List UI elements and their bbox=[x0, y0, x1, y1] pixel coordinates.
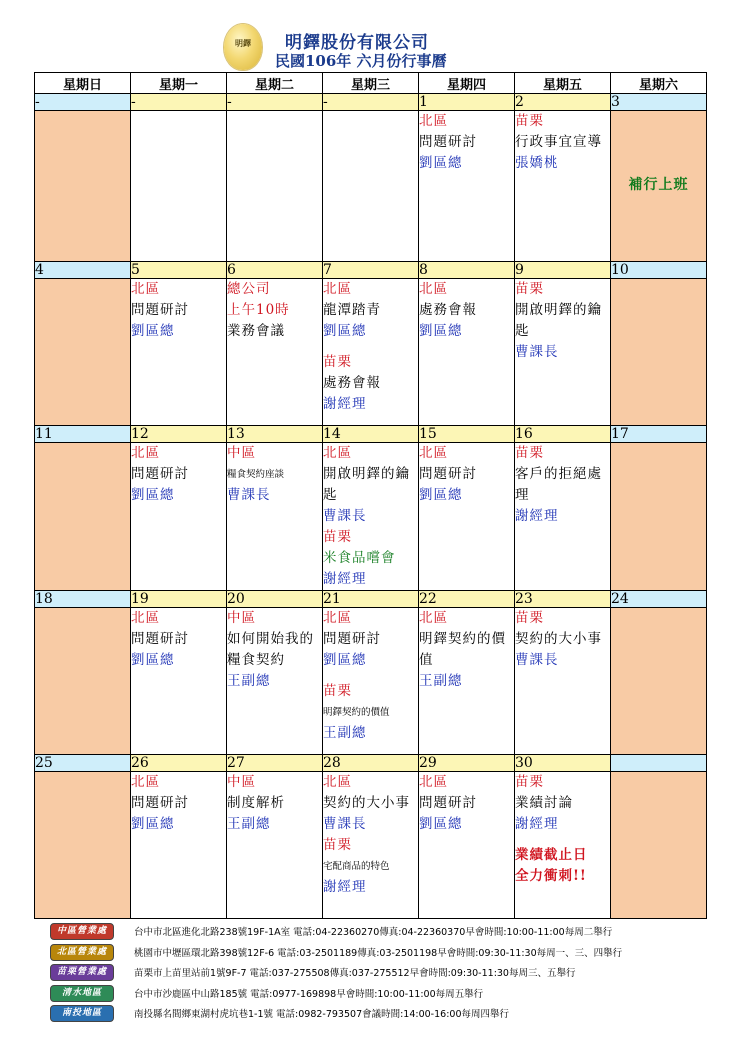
date-number: 13 bbox=[227, 426, 323, 443]
date-number: 3 bbox=[611, 94, 707, 111]
date-row bbox=[35, 426, 707, 443]
event-row bbox=[35, 111, 707, 262]
date-number: 16 bbox=[515, 426, 611, 443]
date-number: 29 bbox=[419, 755, 515, 772]
event-presenter: 王副總 bbox=[227, 816, 271, 832]
office-badge: 清水地區 bbox=[50, 985, 114, 1002]
event-region: 上午10時 bbox=[227, 302, 290, 318]
event-presenter: 曹課長 bbox=[515, 652, 559, 668]
date-row bbox=[35, 262, 707, 279]
event-topic: 問題研討 bbox=[419, 795, 477, 811]
event-topic: 龍潭踏青 bbox=[323, 302, 381, 318]
office-badge: 中區營業處 bbox=[50, 923, 114, 940]
date-number: 12 bbox=[131, 426, 227, 443]
day-cell bbox=[131, 608, 227, 755]
date-number: 10 bbox=[611, 262, 707, 279]
day-cell bbox=[515, 111, 611, 262]
event-region: 苗栗 bbox=[515, 281, 544, 297]
event-region: 中區 bbox=[227, 774, 256, 790]
date-number: 23 bbox=[515, 591, 611, 608]
day-cell bbox=[131, 772, 227, 919]
event-region: 苗栗 bbox=[323, 837, 352, 853]
date-number: 21 bbox=[323, 591, 419, 608]
weekday-tue: 星期二 bbox=[227, 73, 323, 94]
weekend-cell bbox=[35, 279, 131, 426]
office-badge: 北區營業處 bbox=[50, 944, 114, 961]
date-number: - bbox=[323, 94, 419, 111]
event-region: 苗栗 bbox=[515, 445, 544, 461]
event-region: 中區 bbox=[227, 610, 256, 626]
event-region: 中區 bbox=[227, 445, 256, 461]
makeup-workday-note: 補行上班 bbox=[628, 177, 689, 193]
event-topic: 客戶的拒絕處理 bbox=[515, 466, 602, 503]
event-presenter: 劉區總 bbox=[419, 487, 463, 503]
date-number: - bbox=[35, 94, 131, 111]
date-number: 26 bbox=[131, 755, 227, 772]
day-cell bbox=[323, 772, 419, 919]
office-directory bbox=[50, 921, 730, 1024]
day-cell bbox=[227, 443, 323, 591]
event-topic: 問題研討 bbox=[323, 631, 381, 647]
date-number: 7 bbox=[323, 262, 419, 279]
date-number: 2 bbox=[515, 94, 611, 111]
event-region: 業績截止日 bbox=[515, 847, 588, 863]
event-region: 北區 bbox=[323, 774, 352, 790]
date-number: 15 bbox=[419, 426, 515, 443]
calendar-table bbox=[34, 72, 707, 919]
date-number: 19 bbox=[131, 591, 227, 608]
weekend-cell bbox=[35, 772, 131, 919]
date-number: 20 bbox=[227, 591, 323, 608]
date-number: 5 bbox=[131, 262, 227, 279]
day-cell bbox=[323, 443, 419, 591]
day-cell bbox=[131, 443, 227, 591]
weekday-mon: 星期一 bbox=[131, 73, 227, 94]
event-region: 北區 bbox=[323, 610, 352, 626]
event-topic: 制度解析 bbox=[227, 795, 285, 811]
event-row bbox=[35, 443, 707, 591]
office-entry bbox=[50, 983, 730, 1004]
date-number: 22 bbox=[419, 591, 515, 608]
event-topic: 問題研討 bbox=[131, 795, 189, 811]
office-address: 台中市沙鹿區中山路185號 電話:0977-169898早會時間:10:00-11:00每周五舉行 bbox=[134, 988, 484, 1000]
event-presenter: 劉區總 bbox=[323, 652, 367, 668]
event-presenter: 劉區總 bbox=[131, 323, 175, 339]
weekday-thu: 星期四 bbox=[419, 73, 515, 94]
day-cell bbox=[131, 279, 227, 426]
day-cell bbox=[323, 111, 419, 262]
weekend-cell bbox=[611, 443, 707, 591]
event-presenter: 劉區總 bbox=[419, 155, 463, 171]
date-number: 14 bbox=[323, 426, 419, 443]
day-cell bbox=[419, 443, 515, 591]
event-presenter: 劉區總 bbox=[323, 323, 367, 339]
event-presenter: 曹課長 bbox=[515, 344, 559, 360]
event-presenter: 曹課長 bbox=[323, 816, 367, 832]
event-topic: 問題研討 bbox=[131, 302, 189, 318]
event-region: 苗栗 bbox=[515, 113, 544, 129]
weekend-cell bbox=[611, 279, 707, 426]
event-region: 苗栗 bbox=[515, 610, 544, 626]
weekday-sun: 星期日 bbox=[35, 73, 131, 94]
event-presenter: 劉區總 bbox=[131, 487, 175, 503]
date-row bbox=[35, 591, 707, 608]
date-number: 8 bbox=[419, 262, 515, 279]
office-entry bbox=[50, 942, 730, 963]
event-topic: 問題研討 bbox=[131, 631, 189, 647]
event-topic: 明鐸契約的價值 bbox=[323, 707, 390, 718]
weekend-cell bbox=[35, 608, 131, 755]
event-topic: 明鐸契約的價值 bbox=[419, 631, 506, 668]
event-presenter: 謝經理 bbox=[323, 571, 367, 587]
spacer bbox=[515, 835, 610, 845]
event-presenter: 王副總 bbox=[227, 673, 271, 689]
event-presenter: 劉區總 bbox=[131, 652, 175, 668]
day-cell bbox=[227, 279, 323, 426]
event-region: 北區 bbox=[419, 445, 448, 461]
event-region: 北區 bbox=[323, 281, 352, 297]
date-number: 30 bbox=[515, 755, 611, 772]
office-address: 台中市北區進化北路238號19F-1A室 電話:04-22360270傳真:04-22360370早會時間:10:00-11:00每周二舉行 bbox=[134, 927, 613, 938]
event-topic: 契約的大小事 bbox=[515, 631, 602, 647]
event-presenter: 謝經理 bbox=[515, 508, 559, 524]
event-presenter: 謝經理 bbox=[323, 396, 367, 412]
office-entry bbox=[50, 921, 730, 942]
weekend-cell bbox=[611, 608, 707, 755]
event-presenter: 謝經理 bbox=[323, 879, 367, 895]
weekday-header-row bbox=[35, 73, 707, 94]
date-number: 17 bbox=[611, 426, 707, 443]
event-region: 全力衝刺!! bbox=[515, 868, 587, 884]
event-region: 北區 bbox=[131, 445, 160, 461]
event-topic: 問題研討 bbox=[419, 466, 477, 482]
office-entry bbox=[50, 1003, 730, 1024]
event-region: 總公司 bbox=[227, 281, 271, 297]
weekend-cell bbox=[611, 111, 707, 262]
day-cell bbox=[515, 443, 611, 591]
weekend-cell bbox=[611, 772, 707, 919]
weekend-cell bbox=[35, 443, 131, 591]
event-topic: 處務會報 bbox=[419, 302, 477, 318]
date-number: - bbox=[227, 94, 323, 111]
day-cell bbox=[419, 608, 515, 755]
date-row bbox=[35, 755, 707, 772]
event-row bbox=[35, 279, 707, 426]
event-region: 北區 bbox=[419, 281, 448, 297]
office-badge: 南投地區 bbox=[50, 1005, 114, 1022]
event-topic: 問題研討 bbox=[419, 134, 477, 150]
date-number: 18 bbox=[35, 591, 131, 608]
event-presenter: 王副總 bbox=[419, 673, 463, 689]
date-number: 25 bbox=[35, 755, 131, 772]
event-presenter: 張嬌桃 bbox=[515, 155, 559, 171]
calendar-title: 民國106年 六月份行事曆 bbox=[275, 52, 447, 70]
date-number: 28 bbox=[323, 755, 419, 772]
day-cell bbox=[515, 279, 611, 426]
day-cell bbox=[227, 111, 323, 262]
event-row bbox=[35, 608, 707, 755]
day-cell bbox=[131, 111, 227, 262]
event-region: 苗栗 bbox=[323, 529, 352, 545]
date-number: 6 bbox=[227, 262, 323, 279]
event-region: 北區 bbox=[323, 445, 352, 461]
office-badge: 苗栗營業處 bbox=[50, 964, 114, 981]
company-name: 明鐸股份有限公司 bbox=[285, 33, 429, 53]
office-entry bbox=[50, 962, 730, 983]
event-topic: 行政事宜宣導 bbox=[515, 134, 602, 150]
event-presenter: 謝經理 bbox=[515, 816, 559, 832]
event-topic: 契約的大小事 bbox=[323, 795, 410, 811]
event-topic: 處務會報 bbox=[323, 375, 381, 391]
event-presenter: 劉區總 bbox=[419, 816, 463, 832]
office-address: 苗栗市上苗里站前1號9F-7 電話:037-275508傳真:037-275512早會時間:09:30-11:30每周三、五舉行 bbox=[134, 968, 576, 979]
event-presenter: 劉區總 bbox=[131, 816, 175, 832]
event-region: 北區 bbox=[419, 774, 448, 790]
event-topic: 業績討論 bbox=[515, 795, 573, 811]
logo-text: 明鐸 bbox=[235, 39, 251, 48]
date-number: 11 bbox=[35, 426, 131, 443]
day-cell bbox=[419, 111, 515, 262]
day-cell bbox=[419, 279, 515, 426]
date-number: 9 bbox=[515, 262, 611, 279]
event-presenter: 劉區總 bbox=[419, 323, 463, 339]
event-region: 苗栗 bbox=[515, 774, 544, 790]
event-region: 北區 bbox=[419, 113, 448, 129]
event-topic: 開啟明鐸的鑰匙 bbox=[515, 302, 602, 339]
office-address: 桃園市中壢區環北路398號12F-6 電話:03-2501189傳真:03-2501198早會時間:09:30-11:30每周一、三、四舉行 bbox=[134, 947, 623, 959]
calendar-header bbox=[0, 0, 750, 72]
event-region: 北區 bbox=[131, 610, 160, 626]
day-cell bbox=[515, 772, 611, 919]
office-address: 南投縣名間鄉東湖村虎坑巷1-1號 電話:0982-793507會議時間:14:00-16:00每周四舉行 bbox=[134, 1009, 509, 1020]
weekend-cell bbox=[35, 111, 131, 262]
event-topic: 米食品嚐會 bbox=[323, 550, 396, 566]
date-number: 4 bbox=[35, 262, 131, 279]
event-topic: 宅配商品的特色 bbox=[323, 861, 390, 872]
date-number: 24 bbox=[611, 591, 707, 608]
date-number bbox=[611, 755, 707, 772]
weekday-sat: 星期六 bbox=[611, 73, 707, 94]
event-region: 苗栗 bbox=[323, 683, 352, 699]
date-row bbox=[35, 94, 707, 111]
event-presenter: 王副總 bbox=[323, 725, 367, 741]
company-logo bbox=[224, 24, 262, 70]
day-cell bbox=[419, 772, 515, 919]
event-topic: 開啟明鐸的鑰匙 bbox=[323, 466, 410, 503]
event-row bbox=[35, 772, 707, 919]
event-region: 苗栗 bbox=[323, 354, 352, 370]
day-cell bbox=[227, 772, 323, 919]
weekday-fri: 星期五 bbox=[515, 73, 611, 94]
day-cell bbox=[515, 608, 611, 755]
weekday-wed: 星期三 bbox=[323, 73, 419, 94]
event-presenter: 曹課長 bbox=[323, 508, 367, 524]
event-region: 北區 bbox=[131, 774, 160, 790]
event-region: 北區 bbox=[419, 610, 448, 626]
spacer bbox=[323, 671, 418, 681]
event-presenter: 曹課長 bbox=[227, 487, 271, 503]
date-number: - bbox=[131, 94, 227, 111]
date-number: 27 bbox=[227, 755, 323, 772]
day-cell bbox=[227, 608, 323, 755]
day-cell bbox=[323, 608, 419, 755]
event-topic: 如何開始我的糧食契約 bbox=[227, 631, 314, 668]
spacer bbox=[323, 342, 418, 352]
event-topic: 業務會議 bbox=[227, 323, 285, 339]
event-region: 北區 bbox=[131, 281, 160, 297]
event-topic: 糧食契約座談 bbox=[227, 469, 285, 480]
date-number: 1 bbox=[419, 94, 515, 111]
event-topic: 問題研討 bbox=[131, 466, 189, 482]
day-cell bbox=[323, 279, 419, 426]
